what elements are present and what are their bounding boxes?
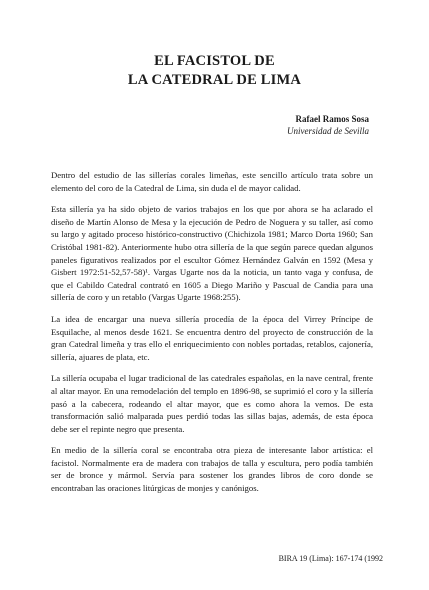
author-block bbox=[287, 113, 369, 137]
paragraph-3: La idea de encargar una nueva sillería procedía de la época del Virrey Príncipe de Esquilache, al menos desde 1621. Se encuentra dentro del proyecto de construcción de la gran Catedral limeña y tras ello el enriquecimiento con nobles portadas, retablos, cajonería, sillería, ajuares de plata, etc. bbox=[51, 313, 373, 362]
journal-citation-footer: BIRA 19 (Lima): 167-174 (1992 bbox=[278, 554, 383, 563]
title-line-1: EL FACISTOL DE bbox=[154, 53, 275, 69]
article-body bbox=[51, 169, 373, 504]
paragraph-4: La sillería ocupaba el lugar tradicional de las catedrales españolas, en la nave central, frente al altar mayor. En una remodelación del templo en 1896-98, se suprimió el coro y la sillería pasó a la cabecera, rodeando el altar mayor, que es como ahora la vemos. De esta transformación salió malparada pues perdió todas las sillas bajas, además, de esta época debe ser el repinte negro que presenta. bbox=[51, 373, 373, 434]
paragraph-5: En medio de la sillería coral se encontraba otra pieza de interesante labor artística: el facistol. Normalmente era de madera con trabajos de talla y escultura, pero podía también ser de bronce y mármol. Servía para sostener los grandes libros de coro donde se encontraban las oraciones litúrgicas de monjes y canónigos. bbox=[51, 445, 373, 494]
paragraph-1: Dentro del estudio de las sillerías corales limeñas, este sencillo artículo trata sobre un elemento del coro de la Catedral de Lima, sin duda el de mayor calidad. bbox=[51, 170, 373, 193]
author-name: Rafael Ramos Sosa bbox=[295, 114, 369, 124]
title-line-2: LA CATEDRAL DE LIMA bbox=[127, 72, 302, 88]
paragraph-2: Esta sillería ya ha sido objeto de varios trabajos en los que por ahora se ha aclarado el diseño de Martín Alonso de Mesa y la ejecución de Pedro de Noguera y su taller, así como su largo y agitado proceso histórico-constructivo (Chichizola 1981; Marco Dorta 1960; San Cristóbal 1981-82). Anteriormente hubo otra sillería de la que según parece quedan algunos paneles figurativos realizados por el escultor Gómez Hernández Galván en 1592 (Mesa y Gisbert 1972:51-52,57-58)¹. Vargas Ugarte nos da la noticia, un tanto vaga y confusa, de que el Cabildo Catedral contrató en 1605 a Diego Mariño y Pascual de Candia para una sillería de coro y un retablo (Vargas Ugarte 1968:255). bbox=[51, 204, 373, 303]
article-title bbox=[0, 52, 429, 90]
author-affiliation: Universidad de Sevilla bbox=[287, 126, 369, 136]
